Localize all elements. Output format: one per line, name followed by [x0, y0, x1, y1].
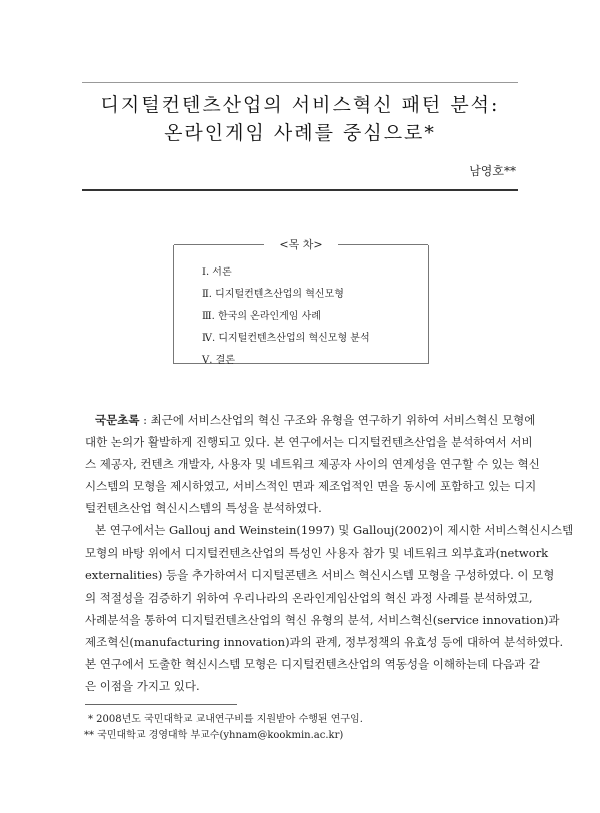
toc-item: Ⅴ. 결론	[202, 355, 235, 366]
footnote-rule	[85, 704, 237, 705]
table-of-contents	[173, 238, 429, 366]
abstract-line: 의 적절성을 검증하기 위하여 우리나라의 온라인게임산업의 혁신 과정 사례를 분석하였고,	[85, 591, 533, 605]
abstract-line: 모형의 바탕 위에서 디지털컨텐츠산업의 특성인 사용자 참가 및 네트워크 외부효과(network	[85, 546, 549, 560]
abstract-line: 본 연구에서 도출한 혁신시스템 모형은 디지털컨텐츠산업의 역동성을 이해하는데 다음과 같	[85, 657, 541, 671]
footnote: ** 국민대학교 경영대학 부교수(yhnam@kookmin.ac.kr)	[84, 730, 344, 741]
title-line-1: 디지털컨텐츠산업의 서비스혁신 패턴 분석:	[100, 94, 500, 116]
abstract-line: 은 이점을 가지고 있다.	[85, 679, 200, 693]
abstract-label: 국문초록	[95, 413, 140, 427]
toc-item: Ⅲ. 한국의 온라인게임 사례	[202, 311, 321, 322]
abstract-line: 대한 논의가 활발하게 진행되고 있다. 본 연구에서는 디지털컨텐츠산업을 분석하여서 서비	[85, 435, 533, 449]
abstract-line: 털컨텐츠산업 혁신시스템의 특성을 분석하였다.	[85, 501, 322, 515]
header-rule	[82, 189, 518, 191]
toc-item: Ⅳ. 디지털컨텐츠산업의 혁신모형 분석	[202, 333, 370, 344]
top-rule	[82, 82, 518, 83]
abstract-line: 스 제공자, 컨텐츠 개발자, 사용자 및 네트워크 제공자 사이의 연계성을 연구할 수 있는 혁신	[85, 457, 540, 471]
abstract-line: 제조혁신(manufacturing innovation)과의 관계, 정부정책의 유효성 등에 대하여 분석하였다.	[85, 635, 564, 649]
abstract-line: 시스템의 모형을 제시하였고, 서비스적인 면과 제조업적인 면을 동시에 포함하고 있는 디지	[85, 479, 537, 493]
toc-item: Ⅰ. 서론	[202, 267, 232, 278]
abstract-line: 사례분석을 통하여 디지털컨텐츠산업의 혁신 유형의 분석, 서비스혁신(service innovation)과	[85, 613, 560, 627]
toc-heading: <목 차>	[279, 238, 323, 251]
title-line-2: 온라인게임 사례를 중심으로*	[164, 122, 436, 144]
abstract-line: 국문초록 : 최근에 서비스산업의 혁신 구조와 유형을 연구하기 위하여 서비스혁신 모형에	[95, 413, 536, 427]
footnote: * 2008년도 국민대학교 교내연구비를 지원받아 수행된 연구임.	[88, 714, 363, 725]
abstract-line: 본 연구에서는 Gallouj and Weinstein(1997) 및 Gallouj(2002)이 제시한 서비스혁신시스템	[95, 523, 574, 537]
author: 남영호**	[469, 164, 516, 178]
abstract-line: externalities) 등을 추가하여서 디지털콘텐츠 서비스 혁신시스템 모형을 구성하였다. 이 모형	[85, 568, 555, 582]
toc-item: Ⅱ. 디지털컨텐츠산업의 혁신모형	[202, 289, 344, 300]
